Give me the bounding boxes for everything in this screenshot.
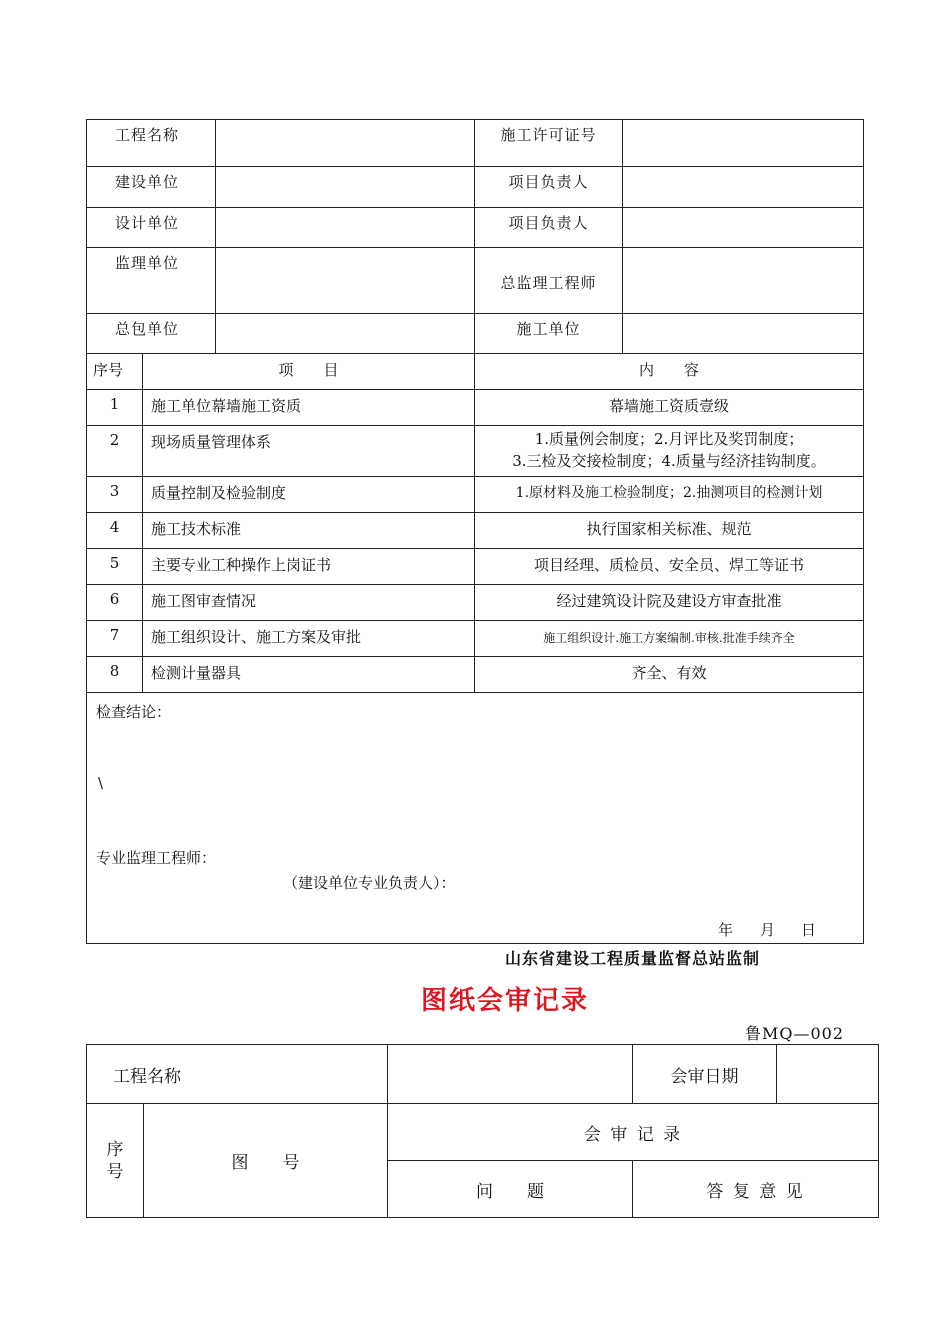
row-item: 施工组织设计、施工方案及审批 — [143, 621, 475, 657]
engineer-signature-label: 专业监理工程师： — [96, 849, 217, 867]
project-name-field[interactable] — [216, 120, 475, 167]
designer-field[interactable] — [216, 208, 475, 248]
conclusion-mark: \ — [98, 774, 104, 792]
row-content: 施工组织设计.施工方案编制.审核.批准手续齐全 — [475, 621, 864, 657]
row-content: 1.原材料及施工检验制度；2.抽测项目的检测计划 — [475, 477, 864, 513]
row-item: 现场质量管理体系 — [143, 426, 475, 477]
review-project-name-label: 工程名称 — [87, 1045, 388, 1104]
issuer-text: 山东省建设工程质量监督总站监制 — [505, 949, 761, 968]
date-day-label: 日 — [801, 921, 817, 939]
row-content: 执行国家相关标准、规范 — [475, 513, 864, 549]
permit-label: 施工许可证号 — [475, 120, 623, 167]
row-content-line: 1.质量例会制度；2.月评比及奖罚制度； — [534, 430, 804, 448]
pm2-label: 项目负责人 — [475, 208, 623, 248]
header-no: 序号 — [87, 354, 143, 390]
review-no-label — [87, 1104, 144, 1218]
reply-label: 答 复 意 见 — [633, 1161, 879, 1218]
chief-supervisor-field[interactable] — [623, 248, 864, 314]
row-content: 齐全、有效 — [475, 657, 864, 693]
permit-field[interactable] — [623, 120, 864, 167]
pm1-label: 项目负责人 — [475, 167, 623, 208]
review-date-cell — [633, 1045, 879, 1104]
general-contractor-label: 总包单位 — [87, 314, 216, 354]
row-no: 1 — [87, 390, 143, 426]
supervisor-label: 监理单位 — [87, 248, 216, 314]
site-quality-management-check-table — [86, 119, 864, 944]
builder-label: 建设单位 — [87, 167, 216, 208]
row-item: 施工图审查情况 — [143, 585, 475, 621]
date-year-label: 年 — [718, 921, 734, 939]
review-no-text: 序号 — [106, 1139, 124, 1182]
row-content: 经过建筑设计院及建设方审查批准 — [475, 585, 864, 621]
drawing-review-table — [86, 1044, 879, 1218]
row-no: 5 — [87, 549, 143, 585]
construction-unit-field[interactable] — [623, 314, 864, 354]
form-code: 鲁MQ—002 — [744, 1024, 844, 1043]
row-no: 4 — [87, 513, 143, 549]
row-no: 7 — [87, 621, 143, 657]
conclusion-label: 检查结论： — [96, 703, 172, 721]
conclusion-section[interactable] — [87, 693, 864, 944]
row-content — [475, 426, 864, 477]
row-item: 主要专业工种操作上岗证书 — [143, 549, 475, 585]
date-month-label: 月 — [760, 921, 776, 939]
row-content: 项目经理、质检员、安全员、焊工等证书 — [475, 549, 864, 585]
row-content-line: 3.三检及交接检制度；4.质量与经济挂钩制度。 — [512, 452, 826, 470]
drawing-no-label: 图 号 — [144, 1104, 388, 1218]
construction-unit-label: 施工单位 — [475, 314, 623, 354]
row-no: 6 — [87, 585, 143, 621]
project-name-label: 工程名称 — [87, 120, 216, 167]
row-item: 质量控制及检验制度 — [143, 477, 475, 513]
row-item: 施工单位幕墙施工资质 — [143, 390, 475, 426]
review-project-name-field[interactable] — [388, 1045, 633, 1104]
designer-label: 设计单位 — [87, 208, 216, 248]
problem-label: 问 题 — [388, 1161, 633, 1218]
drawing-review-title: 图纸会审记录 — [420, 986, 589, 1016]
review-date-field[interactable] — [777, 1045, 878, 1103]
owner-signature-label: （建设单位专业负责人）： — [283, 874, 456, 892]
pm1-field[interactable] — [623, 167, 864, 208]
supervisor-field[interactable] — [216, 248, 475, 314]
builder-field[interactable] — [216, 167, 475, 208]
row-item: 施工技术标准 — [143, 513, 475, 549]
review-date-label: 会审日期 — [633, 1045, 777, 1103]
header-item: 项 目 — [143, 354, 475, 390]
row-no: 8 — [87, 657, 143, 693]
row-no: 3 — [87, 477, 143, 513]
header-content: 内 容 — [475, 354, 864, 390]
row-content: 幕墙施工资质壹级 — [475, 390, 864, 426]
general-contractor-field[interactable] — [216, 314, 475, 354]
pm2-field[interactable] — [623, 208, 864, 248]
row-item: 检测计量器具 — [143, 657, 475, 693]
review-record-label: 会 审 记 录 — [388, 1104, 879, 1161]
row-no: 2 — [87, 426, 143, 477]
chief-supervisor-label: 总监理工程师 — [475, 248, 623, 314]
